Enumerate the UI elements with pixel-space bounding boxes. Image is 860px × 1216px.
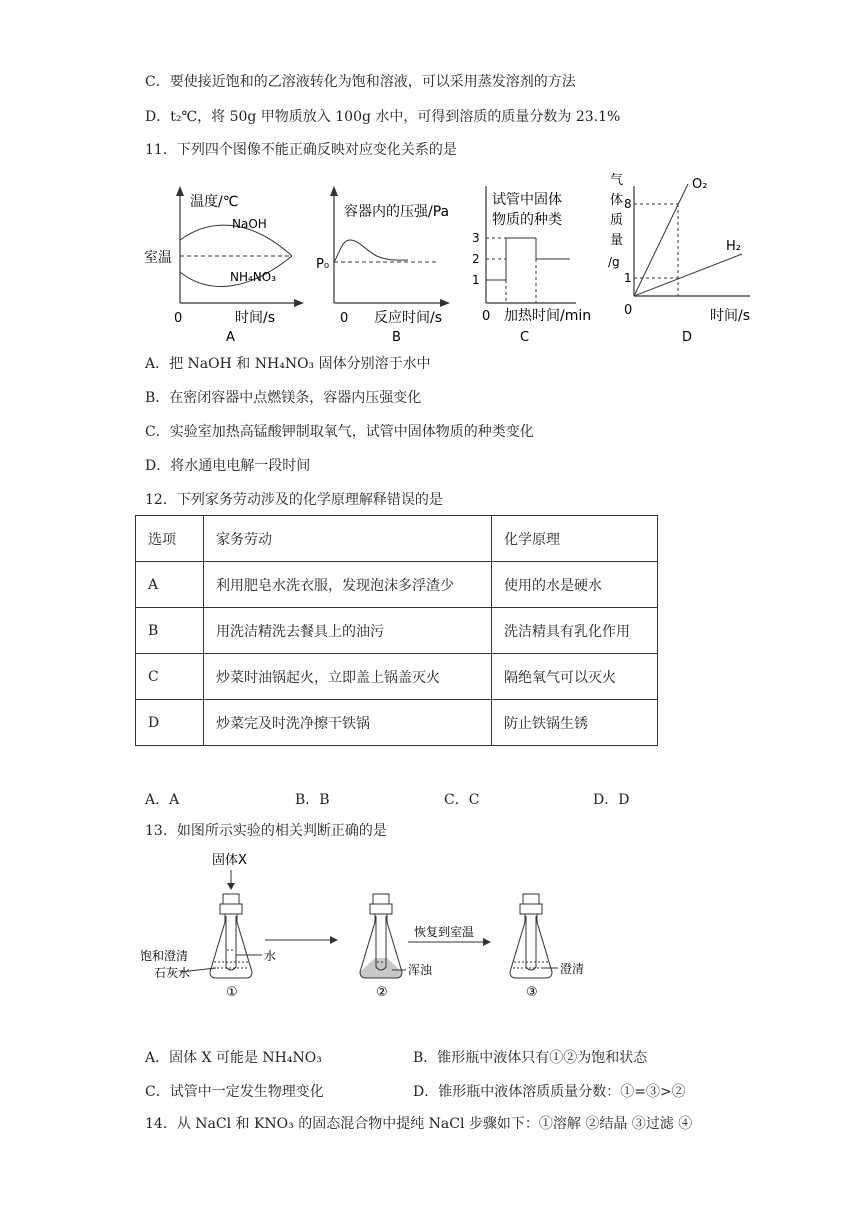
saturated-label-2: 石灰水 [154,966,191,980]
graph-d-tick-1: 1 [624,271,632,285]
flask-1 [140,852,276,1000]
graph-d-o2-label: O₂ [692,177,708,192]
graph-b-letter: B [392,330,401,345]
graph-a [140,178,310,348]
graph-b-origin: 0 [340,311,349,326]
q11-option-a: A．把 NaOH 和 NH₄NO₃ 固体分别溶于水中 [145,356,431,372]
q13-stem: 13．如图所示实验的相关判断正确的是 [145,823,387,839]
q11-stem: 11．下列四个图像不能正确反映对应变化关系的是 [145,142,457,158]
table-header-cell: 家务劳动 [204,516,492,562]
graph-c [466,178,606,348]
graph-d-letter: D [682,330,693,345]
table-row [136,654,658,700]
q12-table [135,515,658,746]
q13-figure [140,850,600,1000]
graph-d-origin: 0 [624,303,633,318]
q13-option-d: D．锥形瓶中液体溶质质量分数：①=③>② [413,1084,686,1100]
restore-temperature-label: 恢复到室温 [414,925,475,939]
table-cell: 使用的水是硬水 [492,562,658,608]
graph-c-xlabel: 加热时间/min [504,308,592,324]
graph-c-letter: C [520,330,530,345]
flask-3 [510,894,584,1000]
q12-answer-a: A．A [145,792,180,808]
table-cell: C [136,654,204,700]
graph-b-xlabel: 反应时间/s [374,310,443,326]
q10-option-c: C．要使接近饱和的乙溶液转化为饱和溶液，可以采用蒸发溶剂的方法 [145,74,576,90]
saturated-label-1: 饱和澄清 [140,949,189,963]
arrow-right-icon [330,936,338,944]
q10-option-d: D．t₂℃，将 50g 甲物质放入 100g 水中，可得到溶质的质量分数为 23.1% [145,109,621,125]
q12-answer-c: C．C [444,792,480,808]
q11-option-b: B．在密闭容器中点燃镁条，容器内压强变化 [145,390,422,406]
graph-d-ylabel-char-1: 气 [610,173,624,188]
flask-2-number: ② [376,985,388,1000]
graph-c-ylabel-2: 物质的种类 [492,212,562,228]
flask-3-number: ③ [526,985,538,1000]
q13-option-b: B．锥形瓶中液体只有①②为饱和状态 [413,1050,648,1066]
graph-c-tick-1: 1 [472,273,480,287]
table-cell: 炒菜时油锅起火，立即盖上锅盖灭火 [204,654,492,700]
q12-answer-d: D．D [593,792,630,808]
graph-b [312,178,462,348]
table-cell: 炒菜完及时洗净擦干铁锅 [204,700,492,746]
solid-x-label: 固体X [212,853,247,868]
graph-b-ylabel: 容器内的压强/Pa [344,204,450,220]
table-row [136,562,658,608]
graph-c-origin: 0 [482,309,491,324]
graph-b-ref-label: P₀ [316,257,330,272]
table-cell: 隔绝氧气可以灭火 [492,654,658,700]
table-cell: A [136,562,204,608]
graph-d-xlabel: 时间/s [710,308,751,324]
flask-1-number: ① [226,985,238,1000]
clear-label: 澄清 [560,962,585,976]
table-cell: 洗洁精具有乳化作用 [492,608,658,654]
table-row [136,700,658,746]
q11-option-d: D．将水通电电解一段时间 [145,458,311,474]
graph-a-naoh-label: NaOH [232,217,267,231]
graph-a-ref-label: 室温 [144,250,172,266]
graph-d-tick-8: 8 [624,197,632,211]
arrow-down-icon [227,883,235,890]
table-cell: 用洗洁精洗去餐具上的油污 [204,608,492,654]
graph-c-tick-2: 2 [472,252,480,266]
graph-d-ylabel-char-2: 体 [610,193,624,208]
graph-d-ylabel-char-4: 量 [610,233,624,248]
graph-c-tick-3: 3 [472,231,480,245]
q11-option-c: C．实验室加热高锰酸钾制取氧气，试管中固体物质的种类变化 [145,424,534,440]
graph-a-ylabel: 温度/℃ [190,194,239,210]
turbid-label: 浑浊 [408,963,433,977]
graph-c-ylabel-1: 试管中固体 [492,192,562,208]
graph-a-letter: A [226,330,235,345]
table-cell: B [136,608,204,654]
table-header-row [136,516,658,562]
graph-b-curve [334,240,408,262]
graph-d-ylabel-char-5: /g [608,255,620,269]
table-row [136,608,658,654]
water-label: 水 [264,949,277,963]
graph-d-o2-line [634,184,688,296]
table-header-cell: 化学原理 [492,516,658,562]
q13-option-a: A．固体 X 可能是 NH₄NO₃ [145,1050,322,1066]
graph-a-origin: 0 [174,311,183,326]
flask-2 [360,894,433,1000]
graph-d-h2-line [634,254,742,296]
table-header-cell: 选项 [136,516,204,562]
q12-stem: 12．下列家务劳动涉及的化学原理解释错误的是 [145,492,443,508]
q12-answer-b: B．B [295,792,330,808]
q13-option-c: C．试管中一定发生物理变化 [145,1084,324,1100]
table-cell: D [136,700,204,746]
graph-a-xlabel: 时间/s [235,310,276,326]
graph-a-nh4no3-label: NH₄NO₃ [230,270,277,284]
q14-stem: 14．从 NaCl 和 KNO₃ 的固态混合物中提纯 NaCl 步骤如下：①溶解 ②结晶 ③过滤 ④ [145,1116,693,1132]
graph-d-h2-label: H₂ [726,239,741,254]
graph-d-ylabel-char-3: 质 [610,213,624,228]
table-cell: 利用肥皂水洗衣服，发现泡沫多浮渣少 [204,562,492,608]
table-cell: 防止铁锅生锈 [492,700,658,746]
arrow-right-icon [483,938,491,946]
graph-d [602,166,762,348]
